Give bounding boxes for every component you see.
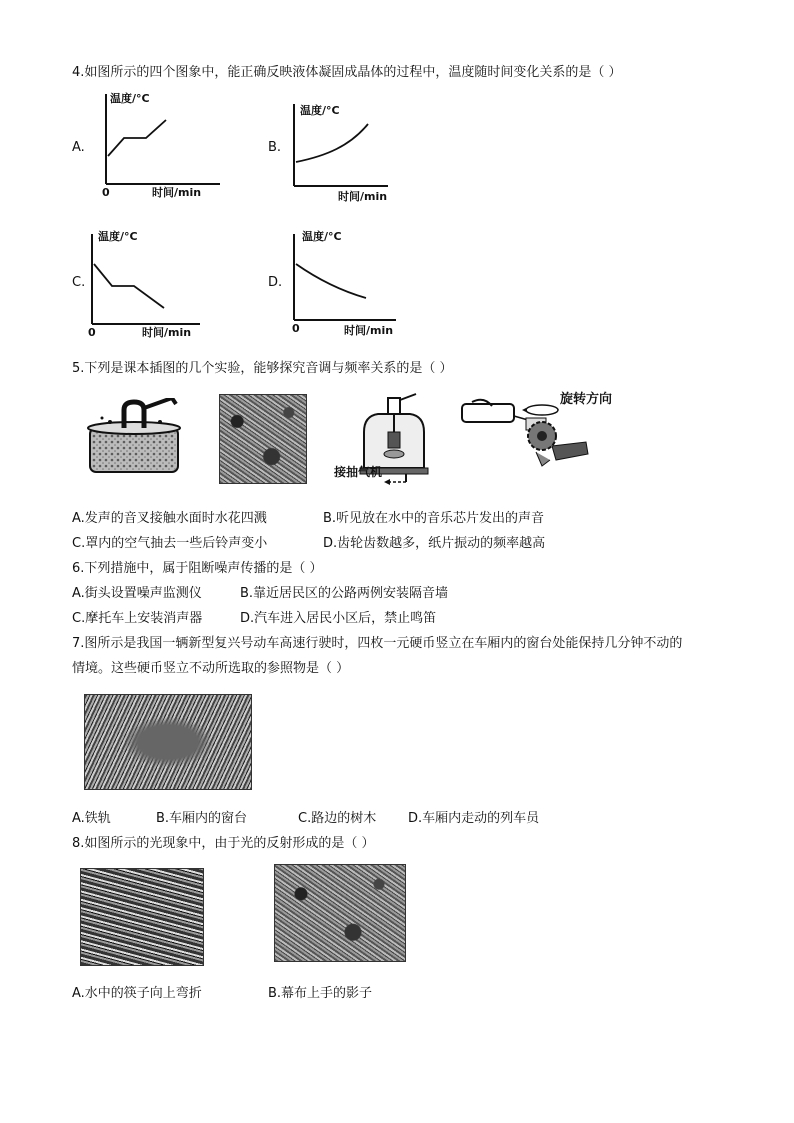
q4-graph-c bbox=[86, 226, 236, 344]
q5-label-pump: 接抽气机 bbox=[334, 465, 383, 479]
q4-graph-b bbox=[286, 96, 436, 208]
q4-graph-d-ylabel: 温度/°C bbox=[302, 230, 342, 243]
q4-graph-d-xlabel: 时间/min bbox=[344, 324, 394, 337]
q4-graph-b-curve bbox=[296, 124, 368, 162]
q4-graph-b-ylabel: 温度/°C bbox=[300, 104, 340, 117]
q6-option-d: D.汽车进入居民小区后，禁止鸣笛 bbox=[240, 611, 437, 626]
q7-figure-coins-photo bbox=[84, 694, 252, 790]
q8-figure-chopsticks-photo bbox=[80, 868, 204, 966]
q5-option-a: A.发声的音叉接触水面时水花四溅 bbox=[72, 511, 267, 526]
q5-stem: 5.下列是课本插图的几个实验，能够探究音调与频率关系的是（ ） bbox=[72, 361, 453, 376]
q6-option-b: B.靠近居民区的公路两例安装隔音墙 bbox=[240, 586, 449, 601]
q4-graph-a-xlabel: 时间/min bbox=[152, 186, 202, 198]
q5-option-c: C.罩内的空气抽去一些后铃声变小 bbox=[72, 536, 268, 551]
q5-option-b: B.听见放在水中的音乐芯片发出的声音 bbox=[323, 511, 545, 526]
q4-graph-a-ylabel: 温度/°C bbox=[110, 92, 150, 105]
q7-stem-line2: 情境。这些硬币竖立不动所选取的参照物是（ ） bbox=[72, 661, 350, 676]
q5-figure-tuning-fork bbox=[80, 398, 186, 478]
q6-option-a: A.街头设置噪声监测仪 bbox=[72, 586, 202, 601]
q4-graph-c-ylabel: 温度/°C bbox=[98, 230, 138, 243]
q4-graph-a-curve bbox=[108, 120, 166, 156]
q5-label-rotate: 旋转方向 bbox=[560, 392, 613, 407]
q4-graph-d-origin: 0 bbox=[292, 322, 300, 335]
q8-option-a: A.水中的筷子向上弯折 bbox=[72, 986, 202, 1001]
q4-graph-c-curve bbox=[94, 264, 164, 308]
q4-graph-d bbox=[286, 226, 436, 344]
q5-figure-gears bbox=[456, 396, 622, 476]
q5-option-d: D.齿轮齿数越多，纸片振动的频率越高 bbox=[323, 536, 546, 551]
q4-graph-a-origin: 0 bbox=[102, 186, 110, 198]
q7-option-b: B.车厢内的窗台 bbox=[156, 811, 248, 826]
q4-option-c-label: C. bbox=[72, 275, 86, 290]
q4-option-b-label: B. bbox=[268, 140, 282, 155]
q5-figure-water-photo bbox=[219, 394, 307, 484]
q4-graph-c-xlabel: 时间/min bbox=[142, 326, 192, 339]
q7-option-d: D.车厢内走动的列车员 bbox=[408, 811, 540, 826]
q6-stem: 6.下列措施中，属于阻断噪声传播的是（ ） bbox=[72, 561, 323, 576]
q8-figure-hand-shadow-photo bbox=[274, 864, 406, 962]
q7-option-a: A.铁轨 bbox=[72, 811, 111, 826]
q6-option-c: C.摩托车上安装消声器 bbox=[72, 611, 203, 626]
q7-option-c: C.路边的树木 bbox=[298, 811, 377, 826]
q4-option-d-label: D. bbox=[268, 275, 283, 290]
q8-option-b: B.幕布上手的影子 bbox=[268, 986, 373, 1001]
q7-stem-line1: 7.图所示是我国一辆新型复兴号动车高速行驶时，四枚一元硬币竖立在车厢内的窗台处能保持几分钟不动的 bbox=[72, 636, 683, 651]
q4-graph-d-curve bbox=[296, 264, 366, 298]
q4-graph-a bbox=[90, 86, 240, 198]
q4-graph-c-origin: 0 bbox=[88, 326, 96, 339]
q4-graph-b-xlabel: 时间/min bbox=[338, 190, 388, 203]
q8-stem: 8.如图所示的光现象中，由于光的反射形成的是（ ） bbox=[72, 836, 375, 851]
q4-option-a-label: A. bbox=[72, 140, 85, 155]
q4-stem: 4.如图所示的四个图象中，能正确反映液体凝固成晶体的过程中，温度随时间变化关系的是（ ） bbox=[72, 65, 622, 80]
